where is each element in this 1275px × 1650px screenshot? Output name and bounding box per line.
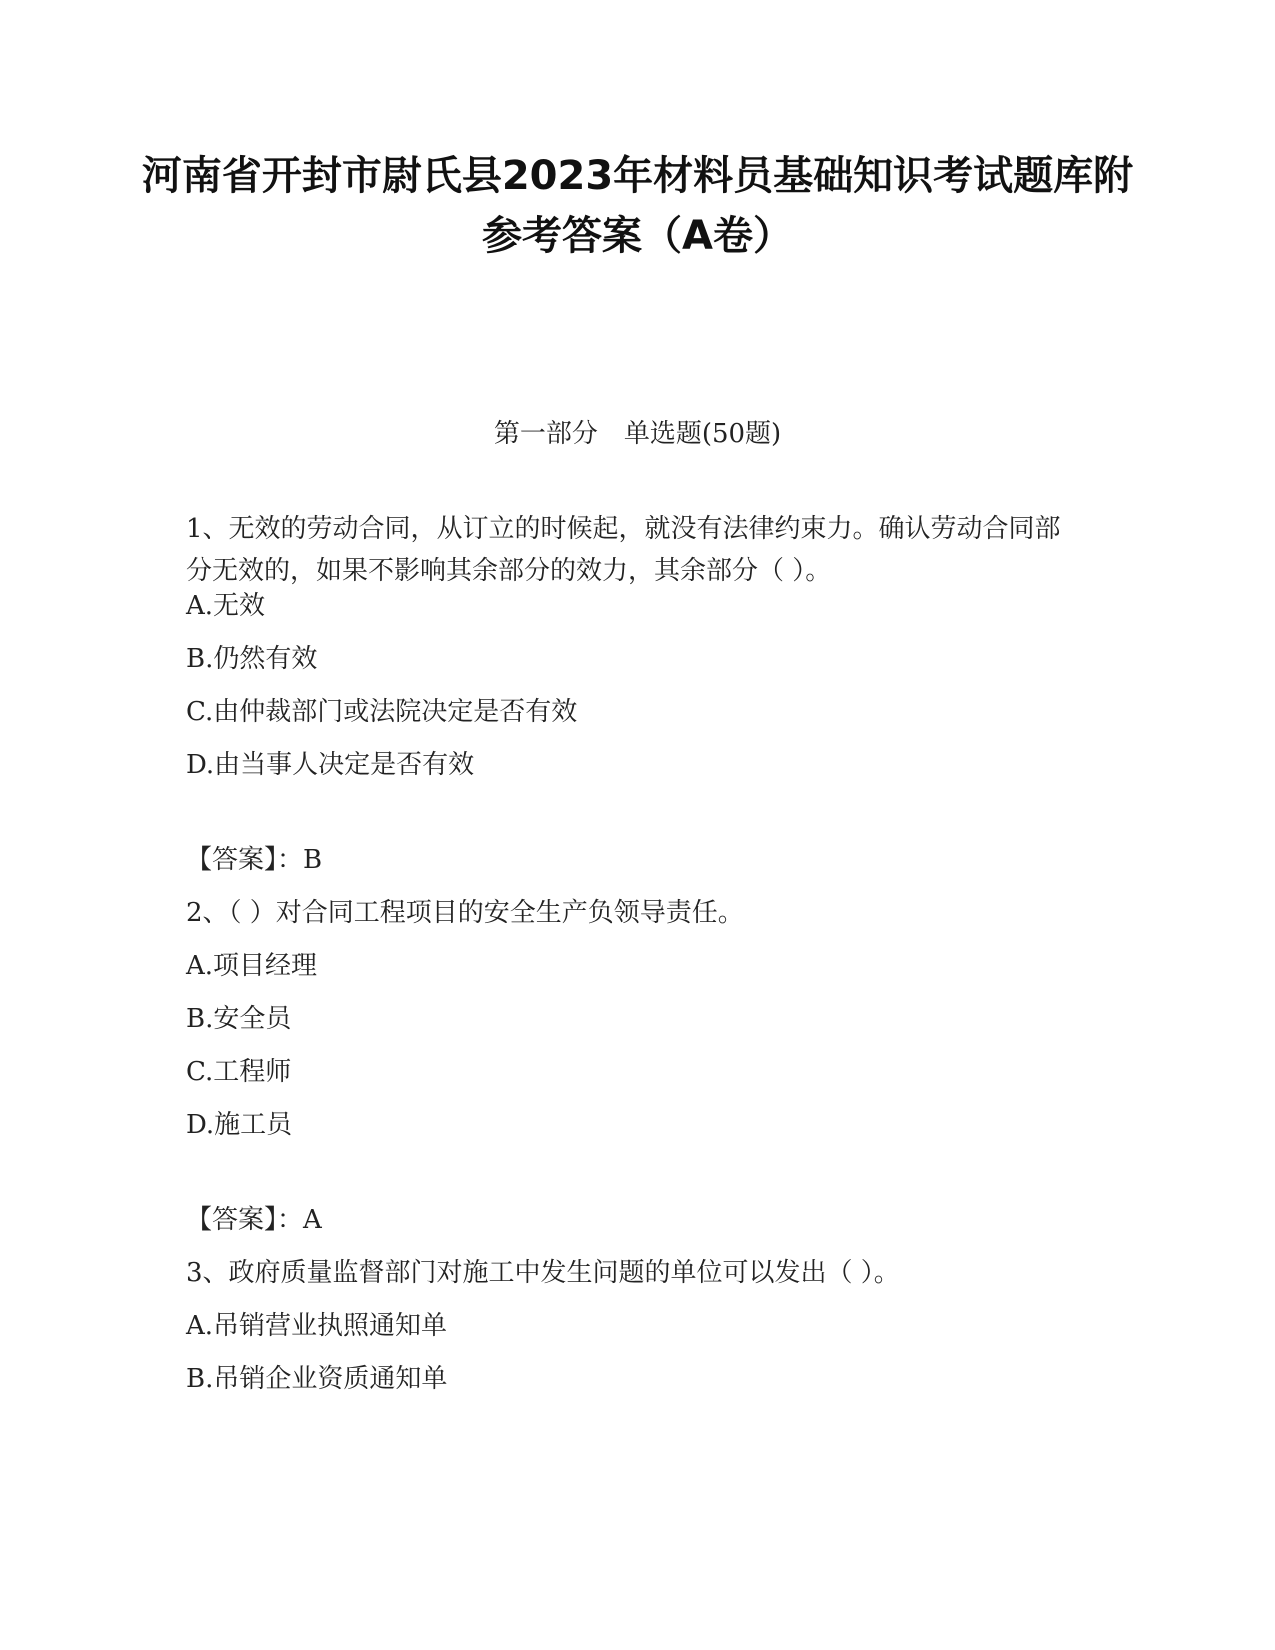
question-2-option-a: A.项目经理 [186,951,318,981]
question-1-option-a: A.无效 [186,591,266,621]
section-heading: 第一部分 单选题(50题) [493,419,782,449]
question-1-stem: 1、无效的劳动合同，从订立的时候起，就没有法律约束力。确认劳动合同部分无效的，如果不影响其余部分的效力，其余部分（ ）。 [186,514,1061,586]
question-1-answer: 【答案】：B [186,845,323,875]
question-3-option-b: B.吊销企业资质通知单 [186,1364,448,1394]
question-1-option-c: C.由仲裁部门或法院决定是否有效 [186,697,578,727]
question-1-option-b: B.仍然有效 [186,644,318,674]
document-title: 河南省开封市尉氏县2023年材料员基础知识考试题库附参考答案（A卷） [141,153,1134,259]
question-1-option-d: D.由当事人决定是否有效 [186,750,475,780]
question-2-option-b: B.安全员 [186,1004,292,1034]
question-2-stem: 2、（ ）对合同工程项目的安全生产负领导责任。 [186,898,744,928]
question-3-option-a: A.吊销营业执照通知单 [186,1311,448,1341]
question-2-answer: 【答案】：A [186,1205,322,1235]
question-2-option-c: C.工程师 [186,1057,292,1087]
question-3-stem: 3、政府质量监督部门对施工中发生问题的单位可以发出（ ）。 [186,1258,900,1288]
question-2-option-d: D.施工员 [186,1110,293,1140]
